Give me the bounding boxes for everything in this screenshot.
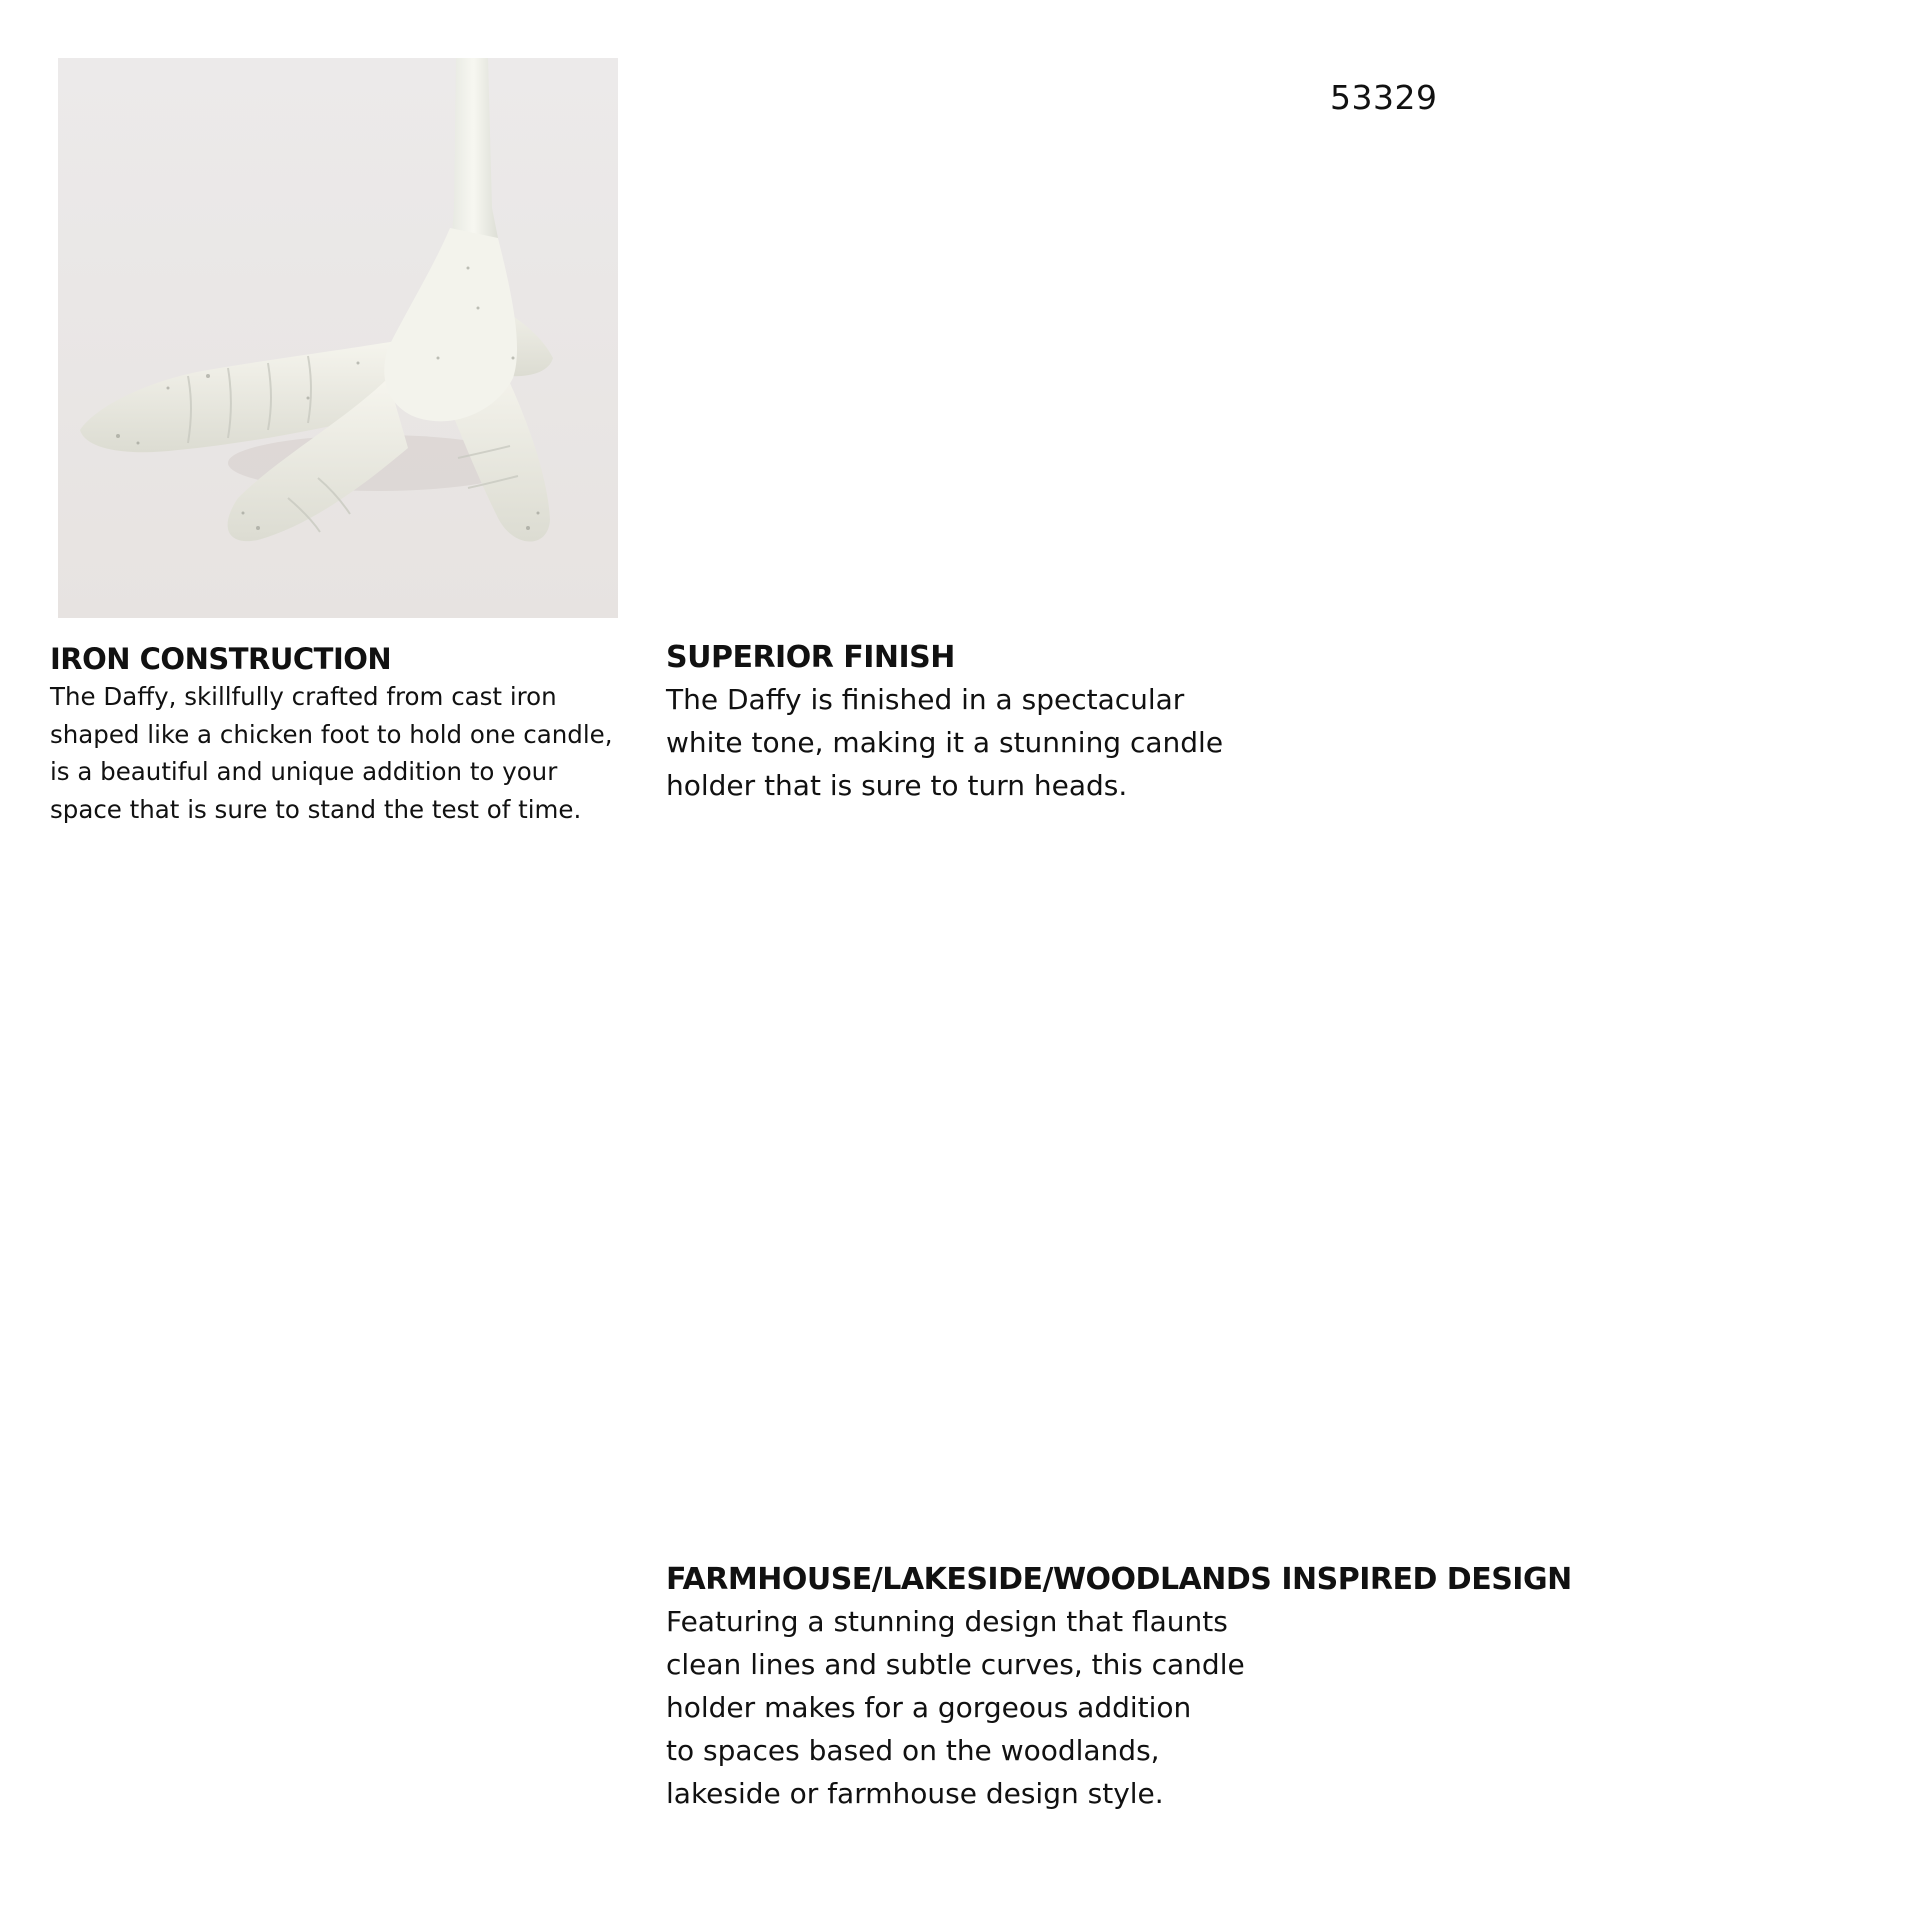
section-body: The Daffy is finished in a spectacular white tone, making it a stunning candle holder that is sure to turn heads. [666,683,1224,802]
section-heading: SUPERIOR FINISH [666,640,955,675]
section-body: The Daffy, skillfully crafted from cast iron shaped like a chicken foot to hold one candle, is a beautiful and unique addition to your space that is sure to stand the test of time. [50,682,613,824]
chicken-foot-candle-holder-image [58,58,618,618]
superior-finish-section [666,638,1306,807]
inspired-design-section [666,1560,1666,1815]
product-photo [58,58,618,618]
iron-construction-section [50,640,650,828]
section-heading: FARMHOUSE/LAKESIDE/WOODLANDS INSPIRED DESIGN [666,1562,1572,1597]
product-sku: 53329 [1330,78,1438,117]
section-body: Featuring a stunning design that flaunts clean lines and subtle curves, this candle holder makes for a gorgeous addition to spaces based on the woodlands, lakeside or farmhouse design style. [666,1605,1245,1810]
section-heading: IRON CONSTRUCTION [50,642,392,676]
